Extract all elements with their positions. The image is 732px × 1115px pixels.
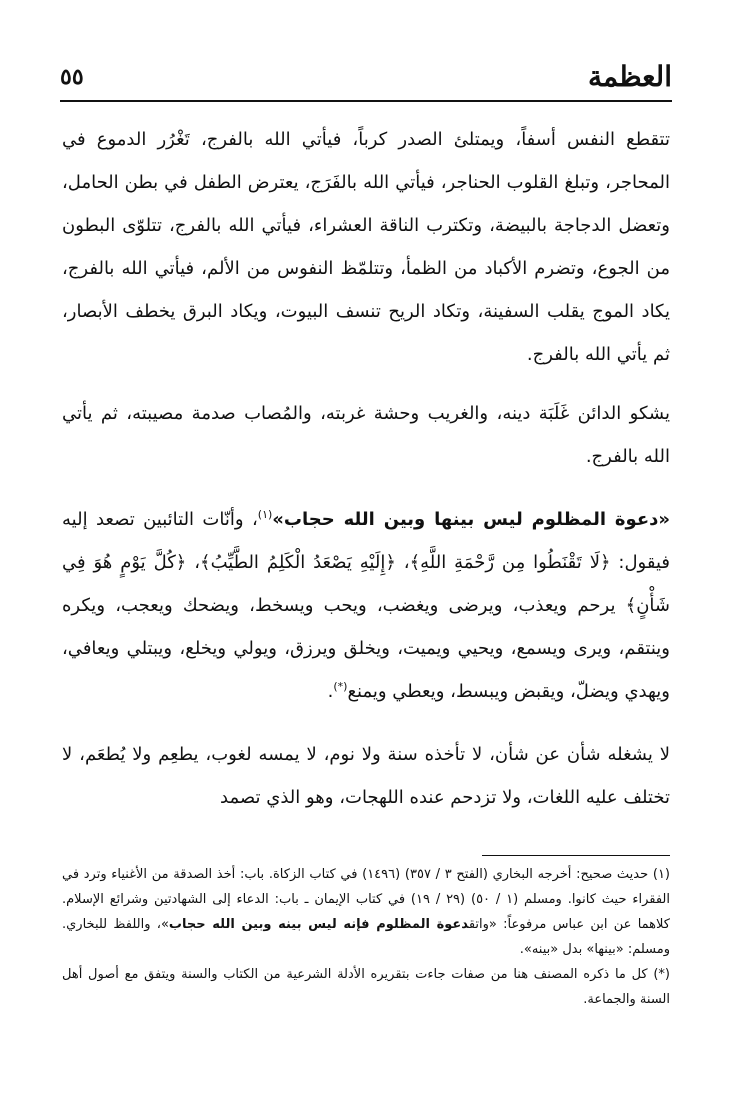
paragraph-2: يشكو الدائن غَلَبَة دينه، والغريب وحشة غربته، والمُصاب صدمة مصيبته، ثم يأتي الله بالفرج. (62, 403, 670, 467)
hadith-quote: «دعوة المظلوم ليس بينها وبين الله حجاب» (272, 509, 671, 530)
main-text (62, 118, 670, 835)
running-title: العظمة (588, 60, 672, 93)
paragraph-3 (62, 498, 670, 713)
footnote-1-text: (١) حديث صحيح: أخرجه البخاري (الفتح ٣ / ٣٥٧) (١٤٩٦) في كتاب الزكاة. باب: أخذ الصدقة من الأغنياء وترد في الفقراء حيث كانوا. ومسلم (١ / ٥٠) (٢٩ / ١٩) في كتاب الإيمان ـ باب: الدعاء إلى الشهادتين وشرائع الإسلام. كلاهما عن ابن عباس مرفوعاً: «واتق (62, 867, 670, 932)
page-header (60, 58, 672, 98)
paragraph-3-end: . (327, 681, 334, 702)
footnote-ref-star: (*) (333, 680, 348, 693)
paragraph-4: لا يشغله شأن عن شأن، لا تأخذه سنة ولا نوم، لا يمسه لغوب، يطعِم ولا يُطعَم، لا تختلف عليه اللغات، ولا تزدحم عنده اللهجات، وهو الذي تصمد (62, 744, 670, 808)
footnote-divider (482, 855, 670, 856)
footnote-1 (62, 862, 670, 962)
footnote-1-end: »، واللفظ للبخاري. ومسلم: «بينها» بدل «بينه». (62, 917, 670, 957)
header-divider (60, 100, 672, 102)
footnote-ref-1: (١) (257, 508, 273, 521)
footnotes (62, 862, 670, 1012)
paragraph-1: تتقطع النفس أسفاً، ويمتلئ الصدر كرباً، فيأتي الله بالفرج، تَغْرُر الدموع في المحاجر، وتبلغ القلوب الحناجر، فيأتي الله بالفَرَج، يعترض الطفل في بطن الحامل، وتعضل الدجاجة بالبيضة، وتكترب الناقة العشراء، فيأتي الله بالفرج، تتلوّى البطون من الجوع، وتضرم الأكباد من الظمأ، وتتلمّظ النفوس من الألم، فيأتي الله بالفرج، يكاد الموج يقلب السفينة، وتكاد الريح تنسف البيوت، ويكاد البرق يخطف الأبصار، ثم يأتي الله بالفرج. (62, 129, 670, 365)
footnote-1-hadith: دعوة المظلوم فإنه ليس بينه وبين الله حجاب (168, 917, 469, 932)
page-number: ٥٥ (60, 64, 84, 90)
footnote-star: (*) كل ما ذكره المصنف هنا من صفات جاءت بتقريره الأدلة الشرعية من الكتاب والسنة ويتفق مع أصول أهل السنة والجماعة. (62, 967, 670, 1007)
paragraph-3-text: ، وأنّات التائبين تصعد إليه فيقول: ﴿لَا تَقْنَطُوا مِن رَّحْمَةِ اللَّهِ﴾، ﴿إِلَيْهِ يَصْعَدُ الْكَلِمُ الطَّيِّبُ﴾، ﴿كُلَّ يَوْمٍ هُوَ فِي شَأْنٍ﴾ يرحم ويعذب، ويرضى ويغضب، ويحب ويسخط، ويضحك ويعجب، ويكره وينتقم، ويرى ويسمع، ويحيي ويميت، ويخلق ويرزق، ويولي ويخلع، ويبتلي ويعافي، ويهدي ويضلّ، ويقبض ويبسط، ويعطي ويمنع (62, 509, 670, 702)
